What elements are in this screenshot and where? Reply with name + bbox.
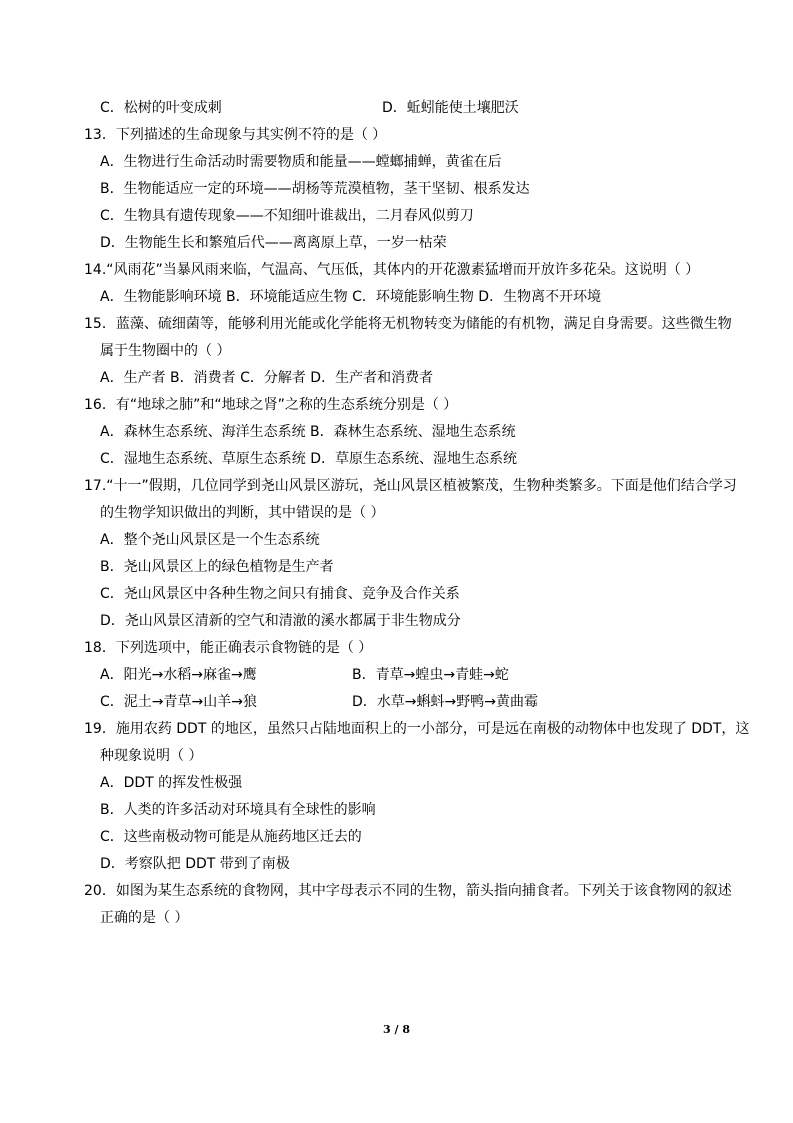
- question-13-option-a: A．生物进行生命活动时需要物质和能量——螳螂捕蝉，黄雀在后: [100, 154, 502, 170]
- page-number: 3 / 8: [383, 1023, 410, 1036]
- question-20-stem: 20．如图为某生态系统的食物网，其中字母表示不同的生物，箭头指向捕食者。下列关于该食物网的叙述: [84, 883, 732, 899]
- question-15-stem: 15．蓝藻、硫细菌等，能够利用光能或化学能将无机物转变为储能的有机物，满足自身需要。这些微生物: [84, 316, 732, 332]
- question-15-stem-cont: 属于生物圈中的（ ）: [100, 343, 231, 359]
- question-18-option-b: B．青草→蝗虫→青蛙→蛇: [352, 667, 509, 683]
- option-c-prev: C．松树的叶变成刺: [100, 100, 222, 116]
- question-19-option-b: B．人类的许多活动对环境具有全球性的影响: [100, 802, 376, 818]
- question-13-option-b: B．生物能适应一定的环境——胡杨等荒漠植物，茎干坚韧、根系发达: [100, 181, 530, 197]
- question-17-option-b: B．尧山风景区上的绿色植物是生产者: [100, 559, 334, 575]
- question-15-options: A．生产者 B．消费者 C．分解者 D．生产者和消费者: [100, 370, 434, 386]
- option-d-prev: D．蚯蚓能使土壤肥沃: [382, 100, 519, 116]
- question-19-option-d: D．考察队把 DDT 带到了南极: [100, 856, 290, 872]
- question-14-stem: 14.“风雨花”当暴风雨来临，气温高、气压低，其体内的开花激素猛增而开放许多花朵。这说明（ ）: [84, 262, 700, 278]
- question-16-options-ab: A．森林生态系统、海洋生态系统 B．森林生态系统、湿地生态系统: [100, 424, 516, 440]
- question-17-stem-cont: 的生物学知识做出的判断，其中错误的是（ ）: [100, 505, 385, 521]
- question-17-option-c: C．尧山风景区中各种生物之间只有捕食、竞争及合作关系: [100, 586, 460, 602]
- question-13-stem: 13．下列描述的生命现象与其实例不符的是（ ）: [84, 127, 387, 143]
- question-18-option-c: C．泥土→青草→山羊→狼: [100, 694, 257, 710]
- question-19-option-a: A．DDT 的挥发性极强: [100, 775, 243, 791]
- question-18-stem: 18．下列选项中，能正确表示食物链的是（ ）: [84, 640, 373, 656]
- question-19-option-c: C．这些南极动物可能是从施药地区迁去的: [100, 829, 362, 845]
- question-13-option-c: C．生物具有遗传现象——不知细叶谁裁出，二月春风似剪刀: [100, 208, 474, 224]
- question-18-option-a: A．阳光→水稻→麻雀→鹰: [100, 667, 257, 683]
- question-13-option-d: D．生物能生长和繁殖后代——离离原上草，一岁一枯荣: [100, 235, 447, 251]
- question-17-option-d: D．尧山风景区清新的空气和清澈的溪水都属于非生物成分: [100, 613, 461, 629]
- question-17-option-a: A．整个尧山风景区是一个生态系统: [100, 532, 320, 548]
- question-19-stem-cont: 种现象说明（ ）: [100, 748, 203, 764]
- question-16-options-cd: C．湿地生态系统、草原生态系统 D．草原生态系统、湿地生态系统: [100, 451, 518, 467]
- question-17-stem: 17.“十一”假期，几位同学到尧山风景区游玩，尧山风景区植被繁茂，生物种类繁多。下面是他们结合学习: [84, 478, 737, 494]
- question-14-options: A．生物能影响环境 B．环境能适应生物 C．环境能影响生物 D．生物离不开环境: [100, 289, 602, 305]
- question-18-option-d: D．水草→蝌蚪→野鸭→黄曲霉: [352, 694, 538, 710]
- question-16-stem: 16．有“地球之肺”和“地球之肾”之称的生态系统分别是（ ）: [84, 397, 458, 413]
- question-19-stem: 19．施用农药 DDT 的地区，虽然只占陆地面积上的一小部分，可是远在南极的动物体中也发现了 DDT，这: [84, 721, 750, 737]
- question-20-stem-cont: 正确的是（ ）: [100, 910, 189, 926]
